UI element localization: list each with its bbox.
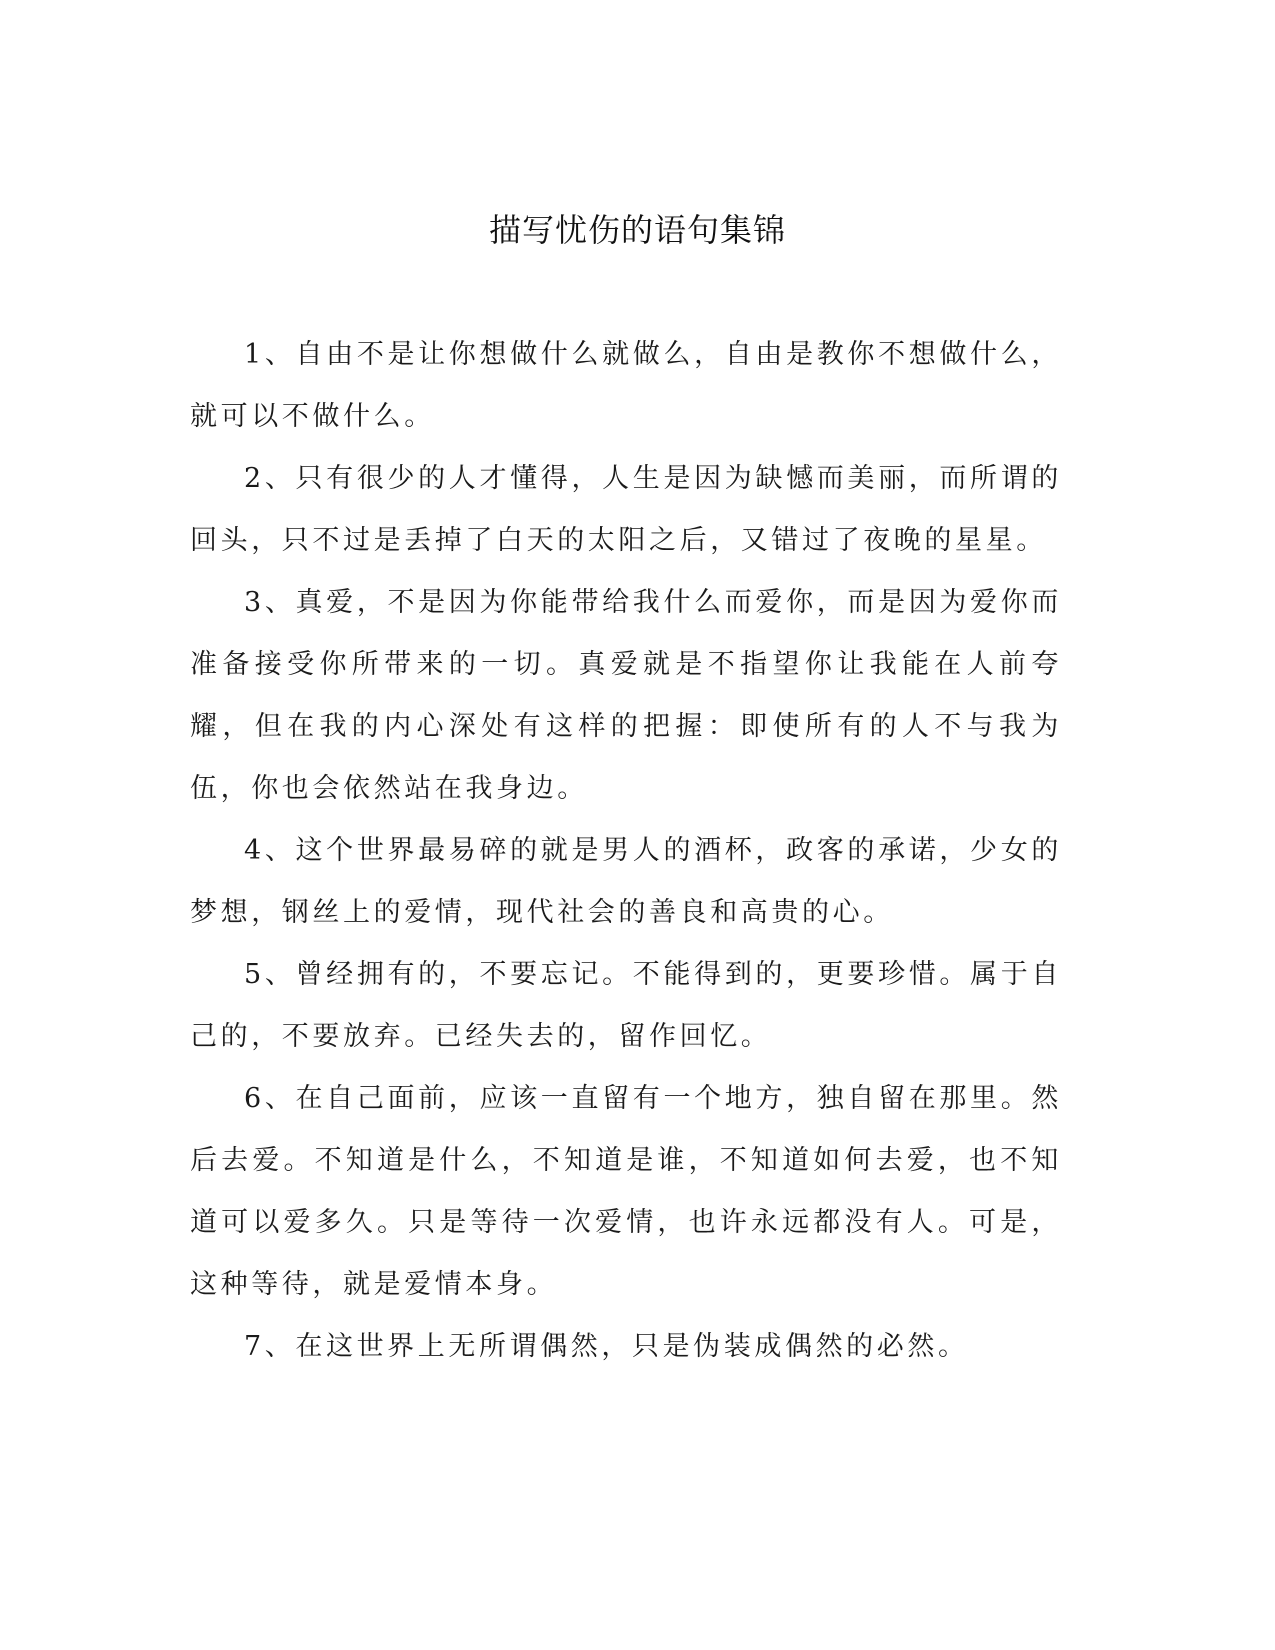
paragraph-5: 5、曾经拥有的，不要忘记。不能得到的，更要珍惜。属于自己的，不要放弃。已经失去的，留作回忆。	[190, 959, 1062, 1052]
paragraph-2: 2、只有很少的人才懂得，人生是因为缺憾而美丽，而所谓的回头，只不过是丢掉了白天的太阳之后，又错过了夜晚的星星。	[190, 463, 1062, 556]
document-body	[190, 324, 1062, 1378]
paragraph-6: 6、在自己面前，应该一直留有一个地方，独自留在那里。然后去爱。不知道是什么，不知道是谁，不知道如何去爱，也不知道可以爱多久。只是等待一次爱情，也许永远都没有人。可是，这种等待，就是爱情本身。	[190, 1083, 1062, 1300]
paragraph-1: 1、自由不是让你想做什么就做么，自由是教你不想做什么，就可以不做什么。	[190, 339, 1062, 432]
paragraph-3: 3、真爱，不是因为你能带给我什么而爱你，而是因为爱你而准备接受你所带来的一切。真爱就是不指望你让我能在人前夸耀，但在我的内心深处有这样的把握：即使所有的人不与我为伍，你也会依然站在我身边。	[190, 587, 1062, 804]
paragraph-7: 7、在这世界上无所谓偶然，只是伪装成偶然的必然。	[244, 1331, 969, 1362]
document-title: 描写忧伤的语句集锦	[488, 211, 786, 249]
paragraph-4: 4、这个世界最易碎的就是男人的酒杯，政客的承诺，少女的梦想，钢丝上的爱情，现代社会的善良和高贵的心。	[190, 835, 1062, 928]
